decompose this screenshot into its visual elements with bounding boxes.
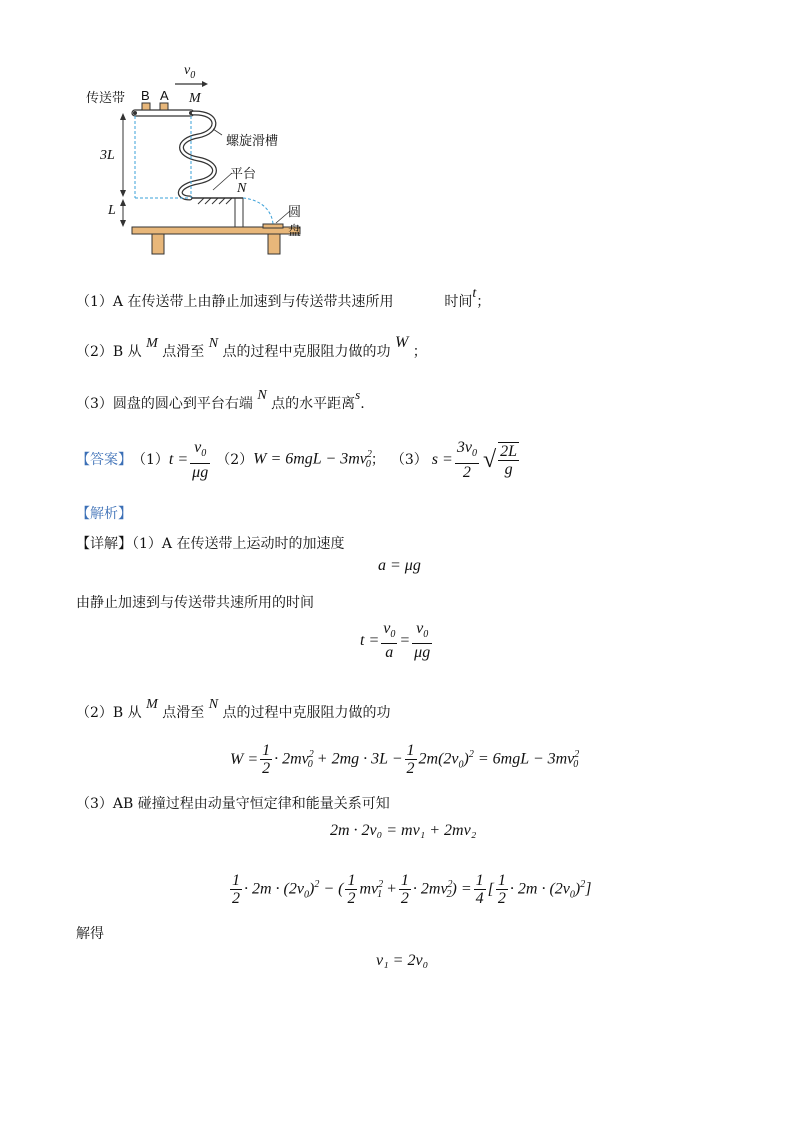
- detail-step-3: （2）B 从 M 点滑至 N 点的过程中克服阻力做的功: [76, 697, 391, 721]
- detail-step-2: 由静止加速到与传送带共速所用的时间: [76, 595, 314, 611]
- answer-line: 【答案】 （1） t = $\frac{v_0}{\mu g}$ （2） $W = 6mgL - 3mv^2_0$ ； （3） s = $\frac{3v_0}{2}$ √ $\frac{2L}{g}$: [76, 439, 518, 481]
- detail-step-5: 解得: [76, 926, 104, 942]
- detail-step-4: （3）AB 碰撞过程由动量守恒定律和能量关系可知: [76, 796, 390, 812]
- problem-figure: [80, 60, 310, 260]
- platform-label: 平台: [230, 166, 257, 181]
- point-m-label: M: [189, 91, 201, 106]
- spiral-label: 螺旋滑槽: [226, 133, 279, 148]
- conveyor-label: 传送带: [86, 90, 126, 105]
- answer-3-radical: $\frac{2L}{g}$: [500, 443, 518, 478]
- equation-6: v₁ = 2v₀: [376, 952, 429, 969]
- question-2: （2）B 从 M 点滑至 N 点的过程中克服阻力做的功 W ；: [76, 334, 427, 360]
- point-n-label: N: [237, 181, 247, 196]
- v0-label: $v_0$: [184, 63, 196, 81]
- block-b-label: B: [141, 88, 150, 103]
- height-l-label: L: [108, 203, 116, 218]
- block-a-label: A: [160, 88, 169, 103]
- question-3: （3）圆盘的圆心到平台右端 N 点的水平距离s.: [76, 387, 365, 412]
- answer-label: 【答案】: [76, 452, 132, 468]
- analysis-label: 【解析】: [76, 506, 132, 522]
- answer-1-fraction: $\frac{v_0}{\mu g}$: [192, 439, 209, 481]
- equation-3: W = $\frac{1}{2}$ · $2mv^2_0 + 2mg \cdot 3L$ − $\frac{1}{2}$ $2m(2v_0)^2 = 6mgL - 3mv^2_0$: [230, 742, 580, 777]
- equation-2: t = $\frac{v_0}{a}$ = $\frac{v_0}{\mu g}$: [360, 620, 431, 662]
- detail-step-1: 【详解】（1）A 在传送带上运动时的加速度: [76, 536, 345, 552]
- equation-4: 2m · 2v₀ = mv₁ + 2mv₂: [330, 822, 477, 839]
- answer-3-fraction: $\frac{3v_0}{2}$: [456, 439, 477, 481]
- equation-5: $\frac{1}{2}$ · $2m \cdot (2v_0)^2$ − ( $\frac{1}{2}$ $mv^2_1$ + $\frac{1}{2}$ · $2mv^2_2$) = $\frac{1}{4}$ [ $\frac{1}{2}$ · $2m \cdot (2v_0)^2$]: [232, 872, 592, 907]
- disk-label: 圆盘: [288, 204, 302, 238]
- question-1: （1）A 在传送带上由静止加速到与传送带共速所用 时间t；: [76, 286, 491, 310]
- equation-1: a = μg: [378, 557, 421, 574]
- height-3l-label: 3L: [100, 148, 115, 163]
